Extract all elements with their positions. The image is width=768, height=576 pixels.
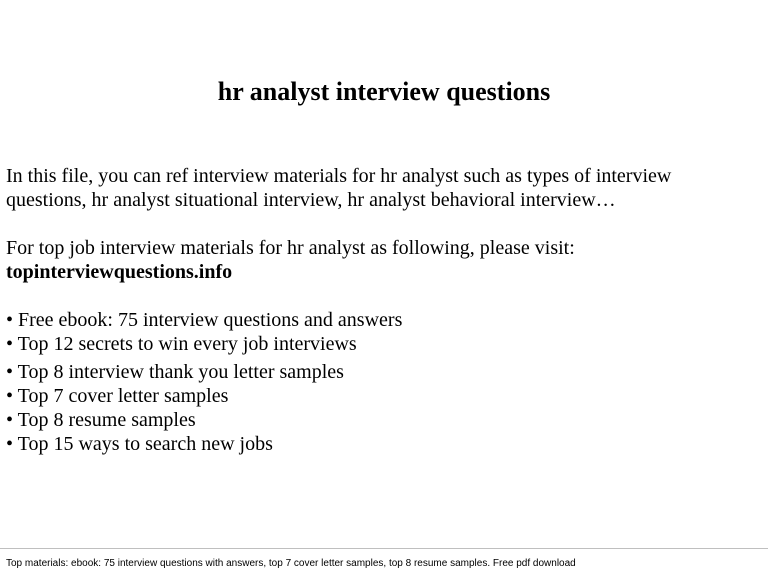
list-item: • Top 8 interview thank you letter samples	[6, 361, 344, 383]
list-item: • Free ebook: 75 interview questions and answers	[6, 309, 403, 331]
visit-line: For top job interview materials for hr analyst as following, please visit:	[6, 237, 575, 259]
list-item: • Top 12 secrets to win every job interviews	[6, 333, 357, 355]
list-item: • Top 7 cover letter samples	[6, 385, 229, 407]
list-item: • Top 8 resume samples	[6, 409, 196, 431]
slide-title: hr analyst interview questions	[217, 77, 551, 106]
intro-line-2: questions, hr analyst situational interview, hr analyst behavioral interview…	[6, 189, 616, 211]
footer-text: Top materials: ebook: 75 interview questions with answers, top 7 cover letter samples, top 8 resume samples. Free pdf download	[6, 558, 576, 569]
intro-paragraph	[6, 164, 762, 212]
resource-list	[6, 308, 762, 456]
visit-paragraph	[6, 236, 762, 284]
list-item: • Top 15 ways to search new jobs	[6, 433, 273, 455]
website-link[interactable]: topinterviewquestions.info	[6, 261, 233, 283]
intro-line-1: In this file, you can ref interview materials for hr analyst such as types of interview	[6, 165, 672, 187]
footer-bar	[0, 548, 768, 576]
